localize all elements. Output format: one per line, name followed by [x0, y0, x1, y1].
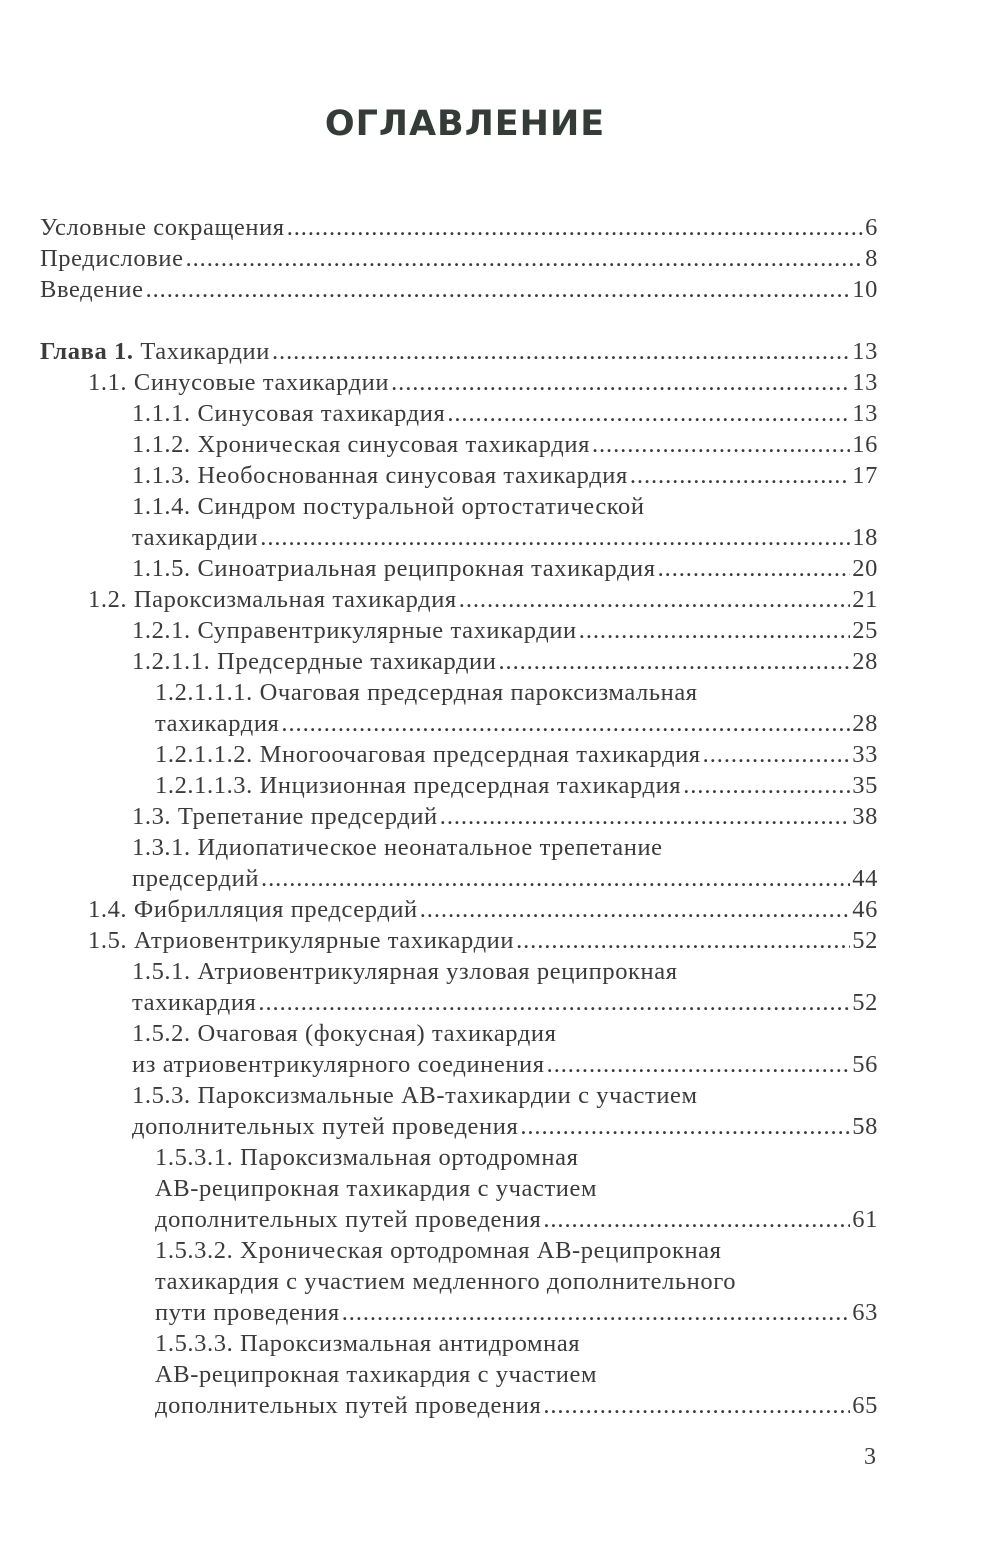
dot-leader [592, 429, 850, 460]
toc-entry-line [88, 584, 878, 615]
toc-entry-text: 1.1.3. Необоснованная синусовая тахикардия [132, 462, 628, 489]
toc-entry[interactable] [40, 894, 878, 925]
toc-entry-text: 1.1.2. Хроническая синусовая тахикардия [132, 431, 590, 458]
toc-entry-line [132, 491, 878, 522]
dot-leader [440, 801, 851, 832]
toc-page-number: 6 [865, 214, 878, 241]
dot-leader [420, 894, 851, 925]
toc-entry-text: 1.2.1.1.1. Очаговая предсердная пароксизмальная [155, 679, 698, 706]
toc-page-number: 52 [852, 989, 878, 1016]
toc-entry[interactable] [40, 367, 878, 398]
toc-entry-line [132, 553, 878, 584]
chapter-title: Тахикардии [140, 338, 270, 365]
toc-entry-line [155, 1173, 878, 1204]
toc-entry-text: Введение [40, 276, 144, 303]
page-number: 3 [864, 1444, 876, 1470]
toc-entry-text: дополнительных путей проведения [132, 1113, 519, 1140]
toc-page-number: 33 [852, 741, 878, 768]
toc-entry-text: дополнительных путей проведения [155, 1392, 542, 1419]
toc-entry-text: 1.4. Фибрилляция предсердий [88, 896, 418, 923]
dot-leader [630, 460, 850, 491]
chapter-label: Глава 1. [40, 338, 134, 365]
toc-entry[interactable] [40, 1142, 878, 1235]
dot-leader [146, 274, 851, 305]
toc-entry-text: предсердий [132, 865, 260, 892]
toc-entry[interactable] [40, 925, 878, 956]
dot-leader [703, 739, 851, 770]
dot-leader [261, 863, 850, 894]
toc-entry-line [88, 894, 878, 925]
toc-entry-text: 1.2.1.1. Предсердные тахикардии [132, 648, 497, 675]
toc-entry-text: тахикардия [155, 710, 280, 737]
toc-entry-text: 1.5.1. Атриовентрикулярная узловая реципрокная [132, 958, 678, 985]
dot-leader [186, 243, 864, 274]
toc-entry-line [40, 274, 878, 305]
toc-entry-line [132, 801, 878, 832]
toc-page-number: 44 [852, 865, 878, 892]
toc-entry-text: 1.3.1. Идиопатическое неонатальное трепетание [132, 834, 663, 861]
toc-entry-line [155, 1390, 878, 1421]
toc-entry[interactable] [40, 243, 878, 274]
toc-entry-line [132, 1049, 878, 1080]
toc-entry-line [155, 708, 878, 739]
toc-page-number: 13 [852, 400, 878, 427]
toc-page-number: 21 [852, 586, 878, 613]
toc-entry-line [155, 739, 878, 770]
toc-page-number: 20 [852, 555, 878, 582]
toc-entry[interactable] [40, 336, 878, 367]
dot-leader [260, 522, 850, 553]
toc-entry-text: тахикардии [132, 524, 259, 551]
toc-entry-text: 1.1. Синусовые тахикардии [88, 369, 390, 396]
toc-entry-line [155, 1328, 878, 1359]
toc-entry-line [132, 460, 878, 491]
toc-entry-line [155, 1142, 878, 1173]
toc-entry-text: тахикардия [132, 989, 257, 1016]
toc-entry-text: 1.1.4. Синдром постуральной ортостатической [132, 493, 645, 520]
toc-page-number: 13 [852, 369, 878, 396]
toc-page-number: 65 [852, 1392, 878, 1419]
toc-entry-text: 1.2.1.1.2. Многоочаговая предсердная тахикардия [155, 741, 701, 768]
table-of-contents [40, 212, 878, 1421]
toc-entry-text: тахикардия с участием медленного дополнительного [155, 1268, 737, 1295]
dot-leader [281, 708, 850, 739]
toc-entry-text: пути проведения [155, 1299, 340, 1326]
toc-entry-line [132, 956, 878, 987]
toc-entry[interactable] [40, 770, 878, 801]
toc-entry-line [132, 615, 878, 646]
toc-page-number: 46 [852, 896, 878, 923]
toc-entry-line [155, 1266, 878, 1297]
toc-page-number: 52 [852, 927, 878, 954]
toc-entry[interactable] [40, 739, 878, 770]
dot-leader [287, 212, 863, 243]
toc-page-number: 61 [852, 1206, 878, 1233]
page-title: ОГЛАВЛЕНИЕ [324, 104, 606, 144]
toc-entry-line [155, 770, 878, 801]
toc-entry-line [132, 398, 878, 429]
toc-entry-text: 1.5.2. Очаговая (фокусная) тахикардия [132, 1020, 557, 1047]
toc-entry-text: 1.3. Трепетание предсердий [132, 803, 438, 830]
toc-page-number: 8 [865, 245, 878, 272]
toc-entry[interactable] [40, 956, 878, 1018]
toc-entry-text: 1.5. Атриовентрикулярные тахикардии [88, 927, 515, 954]
toc-page-number: 35 [852, 772, 878, 799]
toc-page-number: 28 [852, 648, 878, 675]
toc-entry-line [132, 1111, 878, 1142]
toc-entry[interactable] [40, 274, 878, 305]
dot-leader [547, 1049, 851, 1080]
dot-leader [683, 770, 850, 801]
toc-page-number: 63 [852, 1299, 878, 1326]
toc-entry-line [88, 367, 878, 398]
toc-entry-text: АВ-реципрокная тахикардия с участием [155, 1175, 598, 1202]
dot-leader [459, 584, 851, 615]
toc-entry-line [132, 1018, 878, 1049]
toc-entry-text: 1.1.1. Синусовая тахикардия [132, 400, 446, 427]
toc-entry-line [40, 336, 878, 367]
toc-entry-line [88, 925, 878, 956]
toc-entry-line [132, 646, 878, 677]
dot-leader [391, 367, 850, 398]
toc-entry-text: 1.1.5. Синоатриальная реципрокная тахикардия [132, 555, 656, 582]
toc-page-number: 56 [852, 1051, 878, 1078]
dot-leader [543, 1390, 850, 1421]
toc-entry-line [132, 832, 878, 863]
toc-entry-line [132, 522, 878, 553]
dot-leader [498, 646, 850, 677]
dot-leader [516, 925, 850, 956]
toc-page-number: 38 [852, 803, 878, 830]
toc-entry-text [40, 336, 270, 367]
toc-entry-line [40, 212, 878, 243]
toc-entry-text: 1.2.1. Суправентрикулярные тахикардии [132, 617, 577, 644]
toc-entry-text: Условные сокращения [40, 214, 285, 241]
toc-entry-text: 1.5.3. Пароксизмальные АВ-тахикардии с участием [132, 1082, 698, 1109]
toc-entry[interactable] [40, 1328, 878, 1421]
toc-entry-line [132, 987, 878, 1018]
toc-page-number: 25 [852, 617, 878, 644]
toc-entry[interactable] [40, 677, 878, 739]
toc-entry[interactable] [40, 832, 878, 894]
toc-entry-line [155, 1297, 878, 1328]
toc-entry-line [155, 1204, 878, 1235]
toc-entry-text: из атриовентрикулярного соединения [132, 1051, 545, 1078]
toc-entry[interactable] [40, 1080, 878, 1142]
toc-entry-text: АВ-реципрокная тахикардия с участием [155, 1361, 598, 1388]
toc-page-number: 10 [852, 276, 878, 303]
dot-leader [272, 336, 850, 367]
dot-leader [447, 398, 850, 429]
toc-entry-line [132, 863, 878, 894]
dot-leader [342, 1297, 851, 1328]
toc-entry[interactable] [40, 212, 878, 243]
toc-entry-text: дополнительных путей проведения [155, 1206, 542, 1233]
toc-entry-text: 1.5.3.2. Хроническая ортодромная АВ-реципрокная [155, 1237, 722, 1264]
toc-entry-line [155, 1359, 878, 1390]
toc-entry[interactable] [40, 429, 878, 460]
toc-entry-text: 1.5.3.3. Пароксизмальная антидромная [155, 1330, 581, 1357]
toc-entry[interactable] [40, 646, 878, 677]
toc-page-number: 18 [852, 524, 878, 551]
toc-entry[interactable] [40, 1018, 878, 1080]
toc-entry[interactable] [40, 615, 878, 646]
toc-entry-text: 1.5.3.1. Пароксизмальная ортодромная [155, 1144, 579, 1171]
dot-leader [258, 987, 850, 1018]
dot-leader [520, 1111, 850, 1142]
dot-leader [579, 615, 851, 646]
toc-page-number: 17 [852, 462, 878, 489]
toc-entry[interactable] [40, 801, 878, 832]
toc-entry-text: Предисловие [40, 245, 184, 272]
toc-page-number: 16 [852, 431, 878, 458]
toc-entry-text: 1.2. Пароксизмальная тахикардия [88, 586, 457, 613]
toc-entry[interactable] [40, 398, 878, 429]
dot-leader [658, 553, 851, 584]
toc-entry-line [132, 429, 878, 460]
toc-page-number: 58 [852, 1113, 878, 1140]
toc-page-number: 13 [852, 338, 878, 365]
toc-entry-line [155, 1235, 878, 1266]
toc-entry[interactable] [40, 553, 878, 584]
toc-entry[interactable] [40, 460, 878, 491]
toc-entry-line [155, 677, 878, 708]
toc-entry-line [40, 243, 878, 274]
toc-page-number: 28 [852, 710, 878, 737]
toc-entry[interactable] [40, 491, 878, 553]
toc-entry[interactable] [40, 1235, 878, 1328]
toc-entry-text: 1.2.1.1.3. Инцизионная предсердная тахикардия [155, 772, 682, 799]
toc-entry[interactable] [40, 584, 878, 615]
toc-entry-line [132, 1080, 878, 1111]
dot-leader [543, 1204, 850, 1235]
